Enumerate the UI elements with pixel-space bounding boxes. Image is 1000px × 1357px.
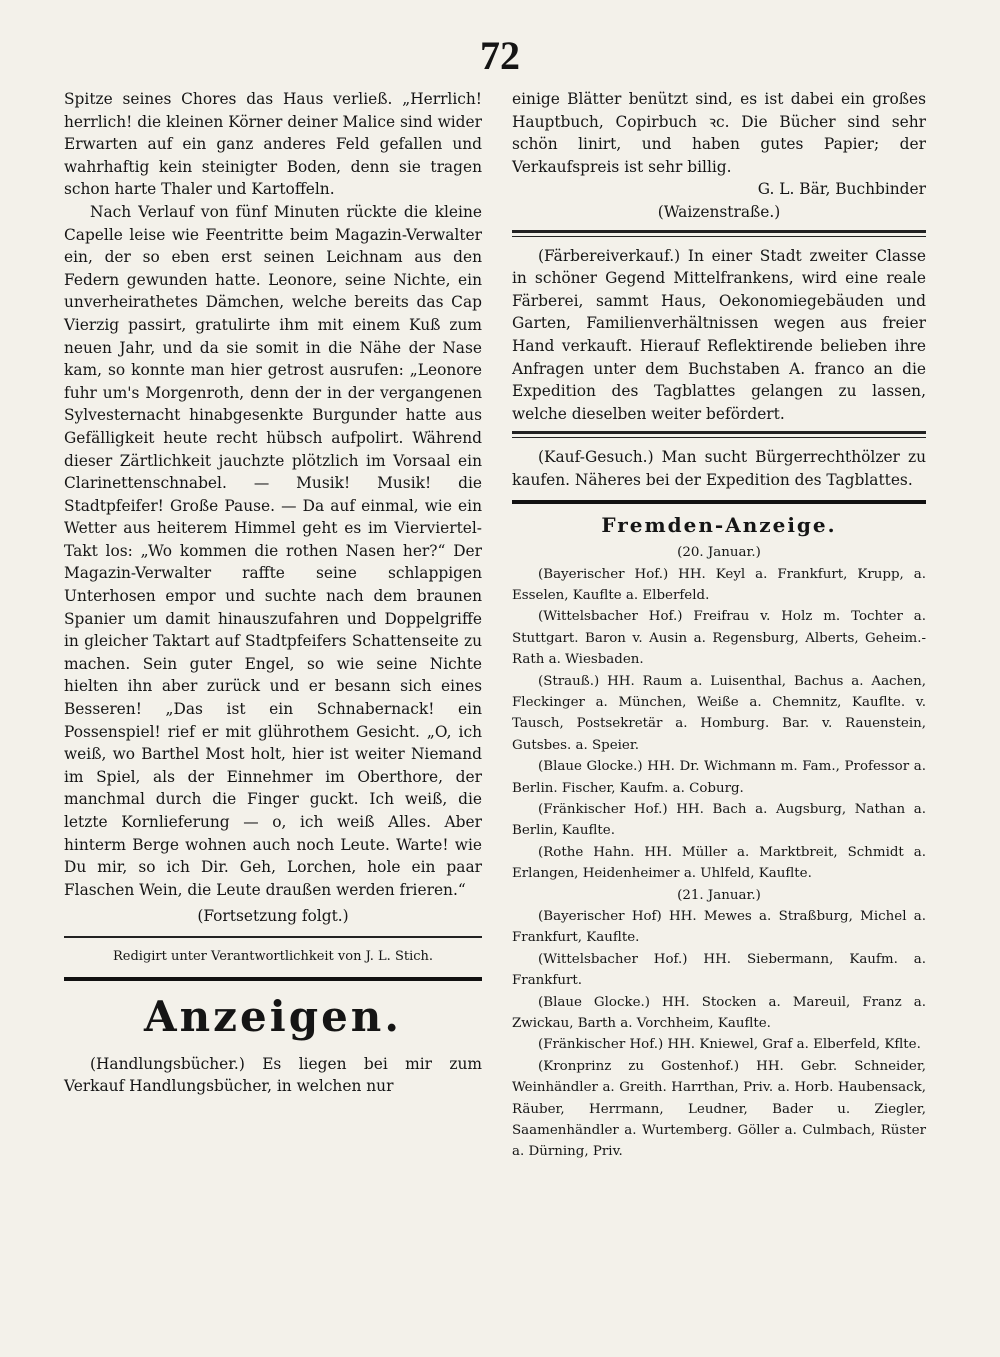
guest-entry: (Wittelsbacher Hof.) Freifrau v. Holz m. Tochter a. Stuttgart. Baron v. Ausin a. Regensburg, Alberts, Geheim.-Rath a. Wiesbaden. bbox=[512, 609, 926, 668]
guest-entry: (Blaue Glocke.) HH. Stocken a. Mareuil, Franz a. Zwickau, Barth a. Vorchheim, Kauflte. bbox=[512, 994, 926, 1032]
left-column bbox=[64, 88, 482, 1098]
ad-address: (Waizenstraße.) bbox=[657, 202, 781, 221]
story-paragraph-1: Spitze seines Chores das Haus verließ. „Herrlich! herrlich! die kleinen Körner deiner Malice sind wider Erwarten auf ein ganz anderes Feld gefallen und wahrhaftig kein steinigter Boden, denn sie tragen schon harte Thaler und Kartoffeln. bbox=[64, 90, 482, 199]
divider bbox=[512, 431, 926, 438]
ad-signature: G. L. Bär, Buchbinder bbox=[757, 180, 926, 199]
guest-entry: (Kronprinz zu Gostenhof.) HH. Gebr. Schneider, Weinhändler a. Greith. Harrthan, Priv. a. Horb. Haubensack, Räuber, Herrmann, Leudner, Bader u. Ziegler, Saamenhändler a. Wurtemberg. Göller a. Culmbach, Rüster a. Dürning, Priv. bbox=[512, 1058, 926, 1160]
divider bbox=[64, 936, 482, 938]
date-label: (21. Januar.) bbox=[677, 887, 761, 903]
guest-entry: (Fränkischer Hof.) HH. Bach a. Augsburg, Nathan a. Berlin, Kauflte. bbox=[512, 801, 926, 839]
ad-handlungsbuecher-continued: einige Blätter benützt sind, es ist dabei ein großes Hauptbuch, Copirbuch ꝛc. Die Bücher sind sehr schön linirt, und haben gutes Papier; der Verkaufspreis ist sehr billig. bbox=[512, 90, 926, 176]
story-paragraph-2: Nach Verlauf von fünf Minuten rückte die kleine Capelle leise wie Feentritte beim Magazin-Verwalter ein, der so eben erst seinen Leichnam aus den Federn gewunden hatte. Leonore, seine Nichte, ein unverheirathetes Dämchen, welche bereits das Cap Vierzig passirt, gratulirte ihm mit einem Kuß zum neuen Jahr, und da sie somit in die Nähe der Nase kam, so konnte man hier getrost ausrufen: „Leonore fuhr um's Morgenroth, denn der in der vergangenen Sylvesternacht hinabgesenkte Burgunder hatte aus Gefälligkeit heute recht hübsch aufpolirt. Während dieser Zärtlichkeit jauchzte plötzlich im Vorsaal ein Clarinettenschnabel. — Musik! Musik! die Stadtpfeifer! Große Pause. — Da auf einmal, wie ein Wetter aus heiterem Himmel geht es im Vierviertel-Takt los: „Wo kommen die rothen Nasen her?“ Der Magazin-Verwalter raffte seine schlappigen Unterhosen empor und suchte nach dem braunen Spanier um damit hinauszufahren und Doppelgriffe in gleicher Taktart auf Stadtpfeifers Schattenseite zu machen. Sein guter Engel, so wie seine Nichte hielten ihn aber zurück und er besann sich eines Besseren! „Das ist ein Schnabernack! ein Possenspiel! rief er mit glührothem Gesicht. „O, ich weiß, wo Barthel Most holt, hier ist weiter Niemand im Spiel, als der Einnehmer im Oberthore, der manchmal durch die Finger guckt. Ich weiß, die letzte Kornlieferung — o, ich weiß Alles. Aber hinterm Berge wohnen auch noch Leute. Warte! wie Du mir, so ich Dir. Geh, Lorchen, hole ein paar Flaschen Wein, die Leute draußen werden frieren.“ bbox=[64, 202, 482, 899]
guest-entry: (Strauß.) HH. Raum a. Luisenthal, Bachus a. Aachen, Fleckinger a. München, Weiße a. Chemnitz, Kauflte. v. Tausch, Postsekretär a. Homburg. Bar. v. Rauenstein, Gutsbes. a. Speier. bbox=[512, 673, 926, 753]
divider-thick bbox=[64, 977, 482, 981]
guest-entry: (Fränkischer Hof.) HH. Kniewel, Graf a. Elberfeld, Kflte. bbox=[538, 1037, 921, 1053]
ad-handlungsbuecher: (Handlungsbücher.) Es liegen bei mir zum Verkauf Handlungsbücher, in welchen nur bbox=[64, 1054, 482, 1096]
ad-faerberei: (Färbereiverkauf.) In einer Stadt zweiter Classe in schöner Gegend Mittelfrankens, wird eine reale Färberei, sammt Haus, Oekonomiegebäuden und Garten, Familienverhältnissen wegen aus freier Hand verkauft. Hierauf Reflektirende belieben ihre Anfragen unter dem Buchstaben A. franco an die Expedition des Tagblattes gelangen zu lassen, welche dieselben weiter befördert. bbox=[512, 246, 926, 423]
divider-thick bbox=[512, 500, 926, 504]
editor-line: Redigirt unter Verantwortlichkeit von J. L. Stich. bbox=[112, 948, 434, 964]
guest-list-2 bbox=[512, 906, 926, 1163]
guest-entry: (Rothe Hahn. HH. Müller a. Marktbreit, Schmidt a. Erlangen, Heidenheimer a. Uhlfeld, Kauflte. bbox=[512, 844, 926, 882]
divider bbox=[512, 230, 926, 237]
guest-list-1 bbox=[512, 564, 926, 885]
guest-entry: (Bayerischer Hof.) HH. Keyl a. Frankfurt, Krupp, a. Esselen, Kauflte a. Elberfeld. bbox=[512, 566, 926, 603]
guest-entry: (Bayerischer Hof) HH. Mewes a. Straßburg, Michel a. Frankfurt, Kauflte. bbox=[512, 909, 926, 946]
fremden-heading: Fremden-Anzeige. bbox=[601, 512, 837, 537]
ads-heading: Anzeigen. bbox=[144, 991, 402, 1041]
guest-entry: (Wittelsbacher Hof.) HH. Siebermann, Kaufm. a. Frankfurt. bbox=[512, 951, 926, 989]
guest-entry: (Blaue Glocke.) HH. Dr. Wichmann m. Fam., Professor a. Berlin. Fischer, Kaufm. a. Coburg. bbox=[512, 759, 926, 796]
right-column bbox=[512, 88, 926, 1163]
date-label: (20. Januar.) bbox=[677, 545, 761, 561]
page-number: 72 bbox=[480, 33, 520, 78]
continuation-note: (Fortsetzung folgt.) bbox=[197, 907, 349, 926]
ad-kauf-gesuch: (Kauf-Gesuch.) Man sucht Bürgerrechthölzer zu kaufen. Näheres bei der Expedition des Tagblattes. bbox=[512, 448, 926, 489]
